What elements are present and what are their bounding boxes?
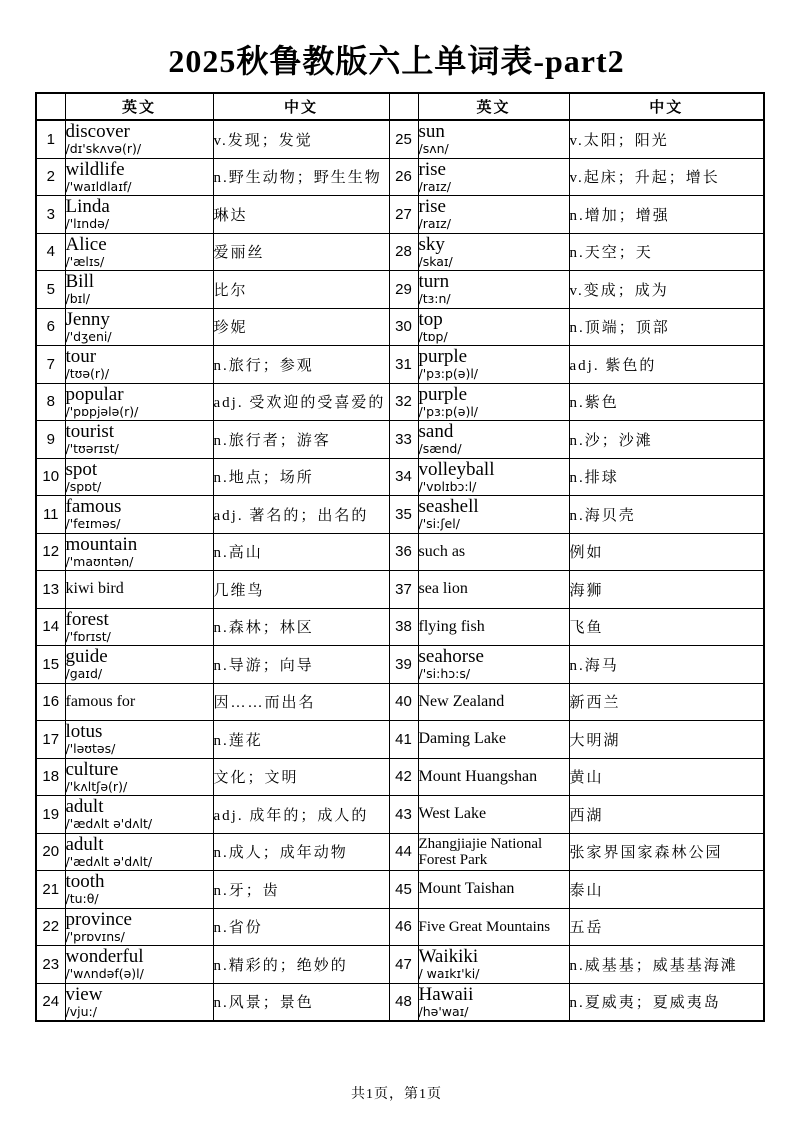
english-word: Alice	[65, 233, 107, 255]
phonetic-transcription: /hə'waɪ/	[418, 1003, 469, 1019]
english-word: famous for	[65, 692, 136, 710]
entry-number: 38	[389, 608, 418, 646]
english-word: Hawaii	[418, 983, 474, 1005]
english-word: seahorse	[418, 646, 484, 668]
entry-number: 22	[36, 908, 65, 946]
entry-number: 3	[36, 196, 65, 234]
entry-chinese-meaning: n.高山	[213, 533, 389, 571]
entry-english-cell	[418, 683, 569, 721]
entry-number: 12	[36, 533, 65, 571]
english-word: rise	[418, 196, 446, 218]
table-row	[36, 796, 764, 834]
entry-chinese-meaning: n.成人；成年动物	[213, 833, 389, 871]
entry-english-cell	[65, 571, 213, 609]
table-row	[36, 158, 764, 196]
phonetic-transcription: /'prɒvɪns/	[65, 928, 125, 944]
entry-english-cell	[65, 158, 213, 196]
phonetic-transcription: /tɜ:n/	[418, 291, 451, 307]
phonetic-transcription: /'ælɪs/	[65, 253, 105, 269]
header-row	[36, 93, 764, 120]
phonetic-transcription: /'kʌltʃə(r)/	[65, 778, 128, 794]
entry-english-cell	[418, 983, 569, 1021]
phonetic-transcription: /'wʌndəf(ə)l/	[65, 966, 144, 982]
phonetic-transcription: /'ædʌlt ə'dʌlt/	[65, 816, 153, 832]
phonetic-transcription: /'si:hɔ:s/	[418, 666, 471, 682]
english-word: popular	[65, 383, 124, 405]
entry-chinese-meaning: n.牙；齿	[213, 871, 389, 909]
english-word: guide	[65, 646, 108, 668]
english-word: Bill	[65, 271, 95, 293]
entry-english-cell	[65, 421, 213, 459]
entry-number: 37	[389, 571, 418, 609]
entry-number: 2	[36, 158, 65, 196]
entry-chinese-meaning: 新西兰	[569, 683, 764, 721]
entry-chinese-meaning: n.森林；林区	[213, 608, 389, 646]
english-word: Five Great Mountains	[418, 918, 551, 935]
entry-english-cell	[418, 908, 569, 946]
entry-chinese-meaning: 因……而出名	[213, 683, 389, 721]
header-english-left: 英文	[65, 93, 213, 120]
entry-chinese-meaning: v.太阳；阳光	[569, 120, 764, 158]
english-word: seashell	[418, 496, 479, 518]
entry-number: 47	[389, 946, 418, 984]
entry-chinese-meaning: n.精彩的；绝妙的	[213, 946, 389, 984]
entry-chinese-meaning: n.省份	[213, 908, 389, 946]
entry-number: 25	[389, 120, 418, 158]
entry-number: 1	[36, 120, 65, 158]
entry-chinese-meaning: v.变成；成为	[569, 271, 764, 309]
english-word: Daming Lake	[418, 730, 507, 748]
entry-chinese-meaning: v.发现；发觉	[213, 120, 389, 158]
table-row	[36, 833, 764, 871]
entry-number: 10	[36, 458, 65, 496]
english-word: Mount Huangshan	[418, 767, 538, 785]
english-word: sun	[418, 121, 445, 143]
entry-english-cell	[65, 608, 213, 646]
entry-chinese-meaning: n.野生动物；野生生物	[213, 158, 389, 196]
entry-chinese-meaning: 海狮	[569, 571, 764, 609]
header-number-left	[36, 93, 65, 120]
entry-chinese-meaning: n.威基基；威基基海滩	[569, 946, 764, 984]
entry-chinese-meaning: n.导游；向导	[213, 646, 389, 684]
phonetic-transcription: /'tʊərɪst/	[65, 441, 119, 457]
header-chinese-left: 中文	[213, 93, 389, 120]
phonetic-transcription: /sænd/	[418, 441, 462, 457]
entry-number: 23	[36, 946, 65, 984]
entry-chinese-meaning: 张家界国家森林公园	[569, 833, 764, 871]
phonetic-transcription: / waɪkɪ'ki/	[418, 966, 480, 982]
table-row	[36, 308, 764, 346]
table-row	[36, 871, 764, 909]
entry-english-cell	[65, 120, 213, 158]
table-row	[36, 646, 764, 684]
entry-chinese-meaning: n.夏威夷；夏威夷岛	[569, 983, 764, 1021]
entry-number: 13	[36, 571, 65, 609]
table-row	[36, 421, 764, 459]
entry-number: 46	[389, 908, 418, 946]
table-row	[36, 908, 764, 946]
entry-number: 21	[36, 871, 65, 909]
entry-chinese-meaning: n.莲花	[213, 721, 389, 759]
table-row	[36, 683, 764, 721]
table-row	[36, 608, 764, 646]
entry-english-cell	[65, 833, 213, 871]
entry-english-cell	[418, 871, 569, 909]
english-word: sky	[418, 233, 445, 255]
entry-number: 43	[389, 796, 418, 834]
table-row	[36, 458, 764, 496]
table-row	[36, 758, 764, 796]
entry-number: 36	[389, 533, 418, 571]
table-row	[36, 721, 764, 759]
header-english-right: 英文	[418, 93, 569, 120]
english-word: tooth	[65, 871, 105, 893]
entry-english-cell	[418, 946, 569, 984]
entry-english-cell	[418, 833, 569, 871]
phonetic-transcription: /'lɪndə/	[65, 216, 110, 232]
english-word: purple	[418, 383, 468, 405]
entry-number: 19	[36, 796, 65, 834]
english-word: West Lake	[418, 805, 487, 823]
english-word: tourist	[65, 421, 115, 443]
english-word: rise	[418, 158, 446, 180]
table-row	[36, 196, 764, 234]
entry-number: 44	[389, 833, 418, 871]
entry-number: 14	[36, 608, 65, 646]
header-number-right	[389, 93, 418, 120]
english-word: Zhangjiajie National Forest Park	[418, 835, 543, 868]
entry-chinese-meaning: n.海马	[569, 646, 764, 684]
entry-chinese-meaning: n.地点；场所	[213, 458, 389, 496]
entry-english-cell	[65, 646, 213, 684]
entry-number: 35	[389, 496, 418, 534]
entry-chinese-meaning: v.起床；升起；增长	[569, 158, 764, 196]
english-word: spot	[65, 458, 98, 480]
vocab-table	[35, 92, 765, 1022]
entry-number: 18	[36, 758, 65, 796]
entry-english-cell	[418, 533, 569, 571]
entry-english-cell	[65, 908, 213, 946]
english-word: lotus	[65, 721, 103, 743]
english-word: Linda	[65, 196, 110, 218]
entry-english-cell	[418, 271, 569, 309]
entry-english-cell	[65, 383, 213, 421]
table-row	[36, 946, 764, 984]
entry-english-cell	[65, 308, 213, 346]
entry-chinese-meaning: adj. 紫色的	[569, 346, 764, 384]
entry-chinese-meaning: n.海贝壳	[569, 496, 764, 534]
entry-chinese-meaning: n.紫色	[569, 383, 764, 421]
entry-number: 45	[389, 871, 418, 909]
english-word: mountain	[65, 533, 138, 555]
entry-chinese-meaning: n.天空；天	[569, 233, 764, 271]
entry-english-cell	[418, 571, 569, 609]
entry-chinese-meaning: 爱丽丝	[213, 233, 389, 271]
entry-number: 41	[389, 721, 418, 759]
phonetic-transcription: /'si:ʃel/	[418, 516, 460, 532]
entry-english-cell	[65, 683, 213, 721]
entry-english-cell	[418, 758, 569, 796]
english-word: tour	[65, 346, 97, 368]
entry-english-cell	[418, 308, 569, 346]
table-row	[36, 120, 764, 158]
entry-english-cell	[65, 233, 213, 271]
entry-number: 15	[36, 646, 65, 684]
english-word: Jenny	[65, 308, 110, 330]
entry-chinese-meaning: n.顶端；顶部	[569, 308, 764, 346]
entry-number: 8	[36, 383, 65, 421]
english-word: adult	[65, 833, 104, 855]
english-word: flying fish	[418, 617, 485, 635]
english-word: discover	[65, 121, 130, 143]
phonetic-transcription: /tʊə(r)/	[65, 366, 110, 382]
table-row	[36, 533, 764, 571]
entry-number: 30	[389, 308, 418, 346]
entry-english-cell	[418, 608, 569, 646]
entry-number: 17	[36, 721, 65, 759]
table-row	[36, 496, 764, 534]
english-word: Mount Taishan	[418, 880, 515, 898]
entry-number: 31	[389, 346, 418, 384]
entry-english-cell	[418, 196, 569, 234]
english-word: province	[65, 908, 132, 930]
english-word: volleyball	[418, 458, 495, 480]
entry-english-cell	[65, 271, 213, 309]
entry-chinese-meaning: 几维鸟	[213, 571, 389, 609]
entry-english-cell	[418, 796, 569, 834]
entry-english-cell	[418, 496, 569, 534]
entry-english-cell	[65, 721, 213, 759]
english-word: sand	[418, 421, 454, 443]
entry-english-cell	[65, 496, 213, 534]
entry-english-cell	[418, 646, 569, 684]
phonetic-transcription: /'maʊntən/	[65, 553, 134, 569]
phonetic-transcription: /'waɪldlaɪf/	[65, 178, 132, 194]
phonetic-transcription: /'dʒeni/	[65, 328, 112, 344]
english-word: sea lion	[418, 580, 468, 598]
phonetic-transcription: /dɪ'skʌvə(r)/	[65, 141, 142, 157]
table-row	[36, 271, 764, 309]
english-word: top	[418, 308, 443, 330]
phonetic-transcription: /sʌn/	[418, 141, 449, 157]
entry-number: 48	[389, 983, 418, 1021]
entry-english-cell	[418, 346, 569, 384]
phonetic-transcription: /vju:/	[65, 1003, 97, 1019]
entry-chinese-meaning: adj. 成年的；成人的	[213, 796, 389, 834]
entry-chinese-meaning: n.沙；沙滩	[569, 421, 764, 459]
phonetic-transcription: /'fɒrɪst/	[65, 628, 111, 644]
phonetic-transcription: /tɒp/	[418, 328, 448, 344]
phonetic-transcription: /'feɪməs/	[65, 516, 121, 532]
entry-number: 11	[36, 496, 65, 534]
entry-number: 6	[36, 308, 65, 346]
vocab-table-body	[36, 120, 764, 1021]
entry-number: 5	[36, 271, 65, 309]
entry-number: 4	[36, 233, 65, 271]
entry-english-cell	[418, 120, 569, 158]
english-word: forest	[65, 608, 109, 630]
entry-number: 42	[389, 758, 418, 796]
entry-english-cell	[418, 383, 569, 421]
english-word: New Zealand	[418, 692, 505, 710]
entry-number: 27	[389, 196, 418, 234]
entry-chinese-meaning: n.旅行；参观	[213, 346, 389, 384]
entry-number: 16	[36, 683, 65, 721]
entry-number: 7	[36, 346, 65, 384]
table-row	[36, 346, 764, 384]
phonetic-transcription: /gaɪd/	[65, 666, 103, 682]
table-row	[36, 983, 764, 1021]
english-word: Waikiki	[418, 946, 479, 968]
entry-chinese-meaning: 飞鱼	[569, 608, 764, 646]
entry-english-cell	[65, 758, 213, 796]
entry-english-cell	[65, 983, 213, 1021]
entry-chinese-meaning: 泰山	[569, 871, 764, 909]
english-word: purple	[418, 346, 468, 368]
page-footer: 共1页，第1页	[351, 1087, 442, 1102]
entry-number: 34	[389, 458, 418, 496]
phonetic-transcription: /'pɒpjələ(r)/	[65, 403, 139, 419]
entry-english-cell	[418, 233, 569, 271]
entry-chinese-meaning: n.排球	[569, 458, 764, 496]
entry-number: 28	[389, 233, 418, 271]
entry-english-cell	[65, 196, 213, 234]
entry-chinese-meaning: n.增加；增强	[569, 196, 764, 234]
header-chinese-right: 中文	[569, 93, 764, 120]
entry-number: 20	[36, 833, 65, 871]
entry-number: 32	[389, 383, 418, 421]
table-row	[36, 383, 764, 421]
entry-chinese-meaning: adj. 受欢迎的受喜爱的	[213, 383, 389, 421]
entry-english-cell	[65, 533, 213, 571]
entry-chinese-meaning: adj. 著名的；出名的	[213, 496, 389, 534]
entry-chinese-meaning: 西湖	[569, 796, 764, 834]
entry-english-cell	[418, 458, 569, 496]
table-row	[36, 233, 764, 271]
entry-chinese-meaning: 比尔	[213, 271, 389, 309]
entry-number: 29	[389, 271, 418, 309]
phonetic-transcription: /'ləʊtəs/	[65, 741, 116, 757]
english-word: turn	[418, 271, 450, 293]
entry-number: 24	[36, 983, 65, 1021]
entry-number: 26	[389, 158, 418, 196]
table-row	[36, 571, 764, 609]
entry-english-cell	[65, 796, 213, 834]
english-word: view	[65, 983, 103, 1005]
entry-chinese-meaning: n.风景；景色	[213, 983, 389, 1021]
entry-chinese-meaning: n.旅行者；游客	[213, 421, 389, 459]
phonetic-transcription: /'pɜ:p(ə)l/	[418, 366, 479, 382]
entry-english-cell	[418, 158, 569, 196]
entry-number: 39	[389, 646, 418, 684]
english-word: kiwi bird	[65, 580, 124, 598]
english-word: famous	[65, 496, 122, 518]
entry-english-cell	[65, 458, 213, 496]
entry-chinese-meaning: 黄山	[569, 758, 764, 796]
entry-english-cell	[65, 346, 213, 384]
phonetic-transcription: /'ædʌlt ə'dʌlt/	[65, 853, 153, 869]
entry-number: 9	[36, 421, 65, 459]
phonetic-transcription: /skaɪ/	[418, 253, 453, 269]
entry-chinese-meaning: 五岳	[569, 908, 764, 946]
entry-number: 40	[389, 683, 418, 721]
phonetic-transcription: /'pɜ:p(ə)l/	[418, 403, 479, 419]
phonetic-transcription: /bɪl/	[65, 291, 90, 307]
page-title: 2025秋鲁教版六上单词表-part2	[168, 43, 625, 79]
entry-english-cell	[418, 721, 569, 759]
phonetic-transcription: /raɪz/	[418, 216, 451, 232]
english-word: wonderful	[65, 946, 144, 968]
phonetic-transcription: /spɒt/	[65, 478, 102, 494]
english-word: culture	[65, 758, 119, 780]
entry-english-cell	[65, 871, 213, 909]
entry-chinese-meaning: 大明湖	[569, 721, 764, 759]
english-word: wildlife	[65, 158, 125, 180]
phonetic-transcription: /raɪz/	[418, 178, 451, 194]
entry-chinese-meaning: 珍妮	[213, 308, 389, 346]
entry-english-cell	[418, 421, 569, 459]
phonetic-transcription: /tu:θ/	[65, 891, 99, 907]
entry-number: 33	[389, 421, 418, 459]
entry-chinese-meaning: 文化；文明	[213, 758, 389, 796]
english-word: adult	[65, 796, 104, 818]
entry-chinese-meaning: 琳达	[213, 196, 389, 234]
entry-chinese-meaning: 例如	[569, 533, 764, 571]
entry-english-cell	[65, 946, 213, 984]
english-word: such as	[418, 542, 466, 560]
phonetic-transcription: /'vɒlɪbɔ:l/	[418, 478, 477, 494]
